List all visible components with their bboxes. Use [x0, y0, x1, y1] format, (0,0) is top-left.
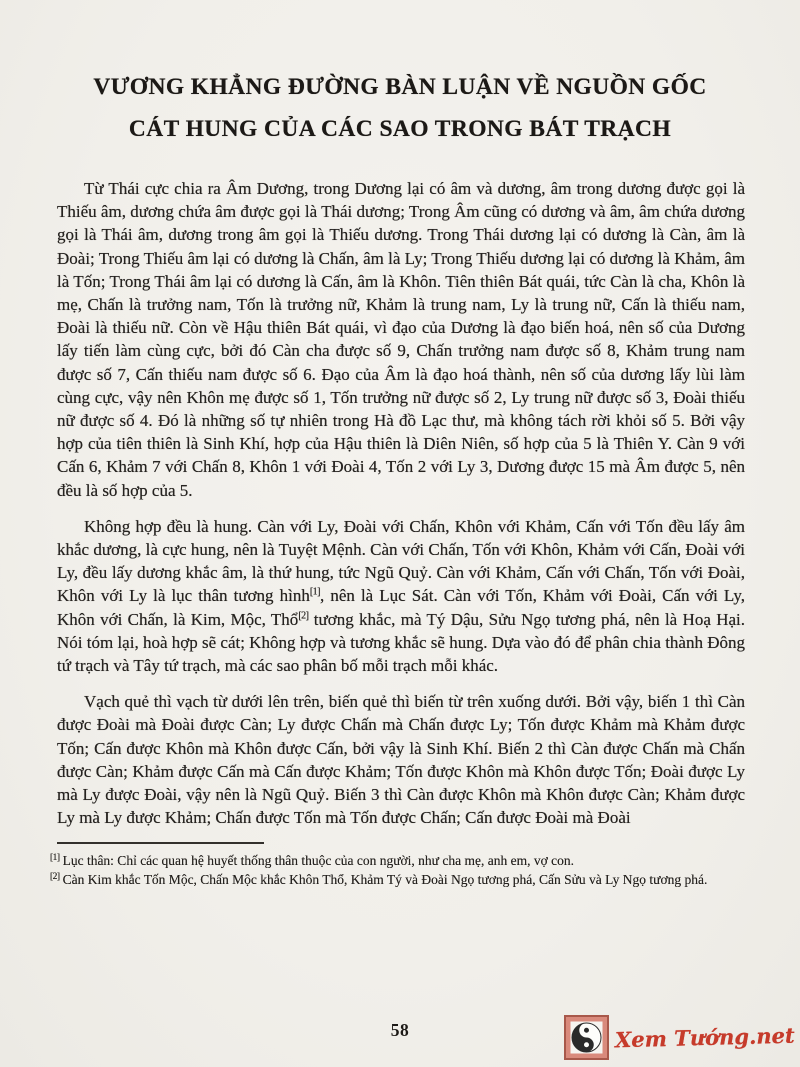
footnote-ref-1: [1]: [309, 586, 321, 598]
footnote-1-marker: [1]: [50, 852, 60, 863]
page-title: [48, 66, 752, 150]
paragraph-1: Từ Thái cực chia ra Âm Dương, trong Dương lại có âm và dương, âm trong dương được gọi là Thiếu âm, dương chứa âm được gọi là Thái dương; Trong Âm cũng có dương và âm, âm chứa dương gọi là Thái âm, dương trong âm gọi là Thiếu dương. Trong Thái dương lại có dương là Càn, âm là Đoài; Trong Thiếu âm lại có dương là Chấn, âm là Ly; Trong Thiếu dương lại có dương là Khảm, âm là Tốn; Trong Thái âm lại có dương là Cấn, âm là Khôn. Tiên thiên Bát quái, tức Càn là cha, Khôn là mẹ, Chấn là trưởng nam, Tốn là trưởng nữ, Khảm là trung nam, Ly là trung nữ, Cấn là thiếu nam, Đoài là thiếu nữ. Còn về Hậu thiên Bát quái, vì đạo của Dương là đạo biến hoá, nên số của Dương lấy tiến làm cùng cực, bởi đó Càn cha được số 9, Chấn trưởng nam được số 8, Khảm trung nam được số 7, Cấn thiếu nam được số 6. Đạo của Âm là đạo hoá thành, nên số của dương lấy lùi làm cùng cực, vậy nên Khôn mẹ được số 1, Tốn trưởng nữ được số 2, Ly trung nữ được số 3, Đoài thiếu nữ được số 4. Đó là những số tự nhiên trong Hà đồ Lạc thư, mà không tách rời khỏi số 5. Bởi vậy hợp của tiên thiên là Sinh Khí, hợp của Hậu thiên là Diên Niên, số hợp của 5 là Thiên Y. Càn 9 với Cấn 6, Khảm 7 với Chấn 8, Khôn 1 với Đoài 4, Tốn 2 với Ly 3, Dương được 15 mà Âm được 5, nên đều là số hợp của 5.: [57, 179, 745, 500]
footnote-ref-2: [2]: [298, 610, 309, 621]
paragraph-2: [57, 515, 745, 677]
footnote-1: [50, 851, 745, 870]
footnote-2: [50, 870, 745, 889]
watermark-logo: [564, 1015, 795, 1060]
footnote-separator: [57, 842, 264, 844]
paragraph-2-segment: , nên là Lục Sát. Càn với Tốn, Khảm với Đoài, Cấn với Ly, Khôn với Chấn, là Kim, Mộc, Thổ: [57, 586, 745, 629]
paragraph-2-segment: Không hợp đều là hung. Càn với Ly, Đoài với Chấn, Khôn với Khảm, Cấn với Tốn đều lấy âm khắc dương, là cực hung, nên là Tuyệt Mệnh. Càn với Chấn, Tốn với Khôn, Khảm với Cấn, Đoài với Ly, đều lấy dương khắc âm, là thứ hung, tức Ngũ Quỷ. Càn với Khảm, Cấn với Chấn, Tốn với Đoài, Khôn với Ly là lục thân tương hình: [57, 516, 745, 606]
footnotes-section: [50, 842, 745, 889]
paragraph-3: Vạch quẻ thì vạch từ dưới lên trên, biến quẻ thì biến từ trên xuống dưới. Bởi vậy, biến 1 thì Càn được Đoài mà Đoài được Càn; Ly được Chấn mà Chấn được Ly; Tốn được Khảm mà Khảm được Tốn; Cấn được Khôn mà Khôn được Cấn, bởi vậy là Sinh Khí. Biến 2 thì Càn được Chấn mà Chấn được Càn; Khảm được Cấn mà Cấn được Khảm; Tốn được Khôn mà Khôn được Tốn; Đoài được Ly mà Ly được Đoài, vậy nên là Ngũ Quỷ. Biến 3 thì Càn được Khôn mà Khôn được Càn; Khảm được Ly mà Ly được Khảm; Chấn được Tốn mà Tốn được Chấn; Cấn được Đoài mà Đoài: [57, 692, 745, 828]
paragraph-2-segment: tương khắc, mà Tý Dậu, Sửu Ngọ tương phá, nên là Hoạ Hại. Nói tóm lại, hoà hợp sẽ cát; Không hợp và tương khắc sẽ hung. Dựa vào đó để phân chia thành Đông tứ trạch và Tây tứ trạch, mà các sao phân bố mỗi trạch mỗi khác.: [57, 609, 745, 676]
page-title-line-2: CÁT HUNG CỦA CÁC SAO TRONG BÁT TRẠCH: [128, 116, 672, 142]
yin-yang-icon: [564, 1015, 609, 1060]
body-text: [57, 177, 745, 829]
watermark-text: Xem Tướng.net: [615, 1022, 796, 1053]
page-title-line-1: VƯƠNG KHẲNG ĐƯỜNG BÀN LUẬN VỀ NGUỒN GỐC: [93, 74, 707, 100]
footnote-1-text: Lục thân: Chỉ các quan hệ huyết thống thân thuộc của con người, như cha mẹ, anh em, vợ con.: [62, 853, 574, 869]
footnote-2-text: Càn Kim khắc Tốn Mộc, Chấn Mộc khắc Khôn Thổ, Khảm Tý và Đoài Ngọ tương phá, Cấn Sửu và Ly Ngọ tương phá.: [62, 872, 708, 888]
page-number: 58: [390, 1020, 410, 1040]
footnote-2-marker: [2]: [50, 871, 60, 882]
